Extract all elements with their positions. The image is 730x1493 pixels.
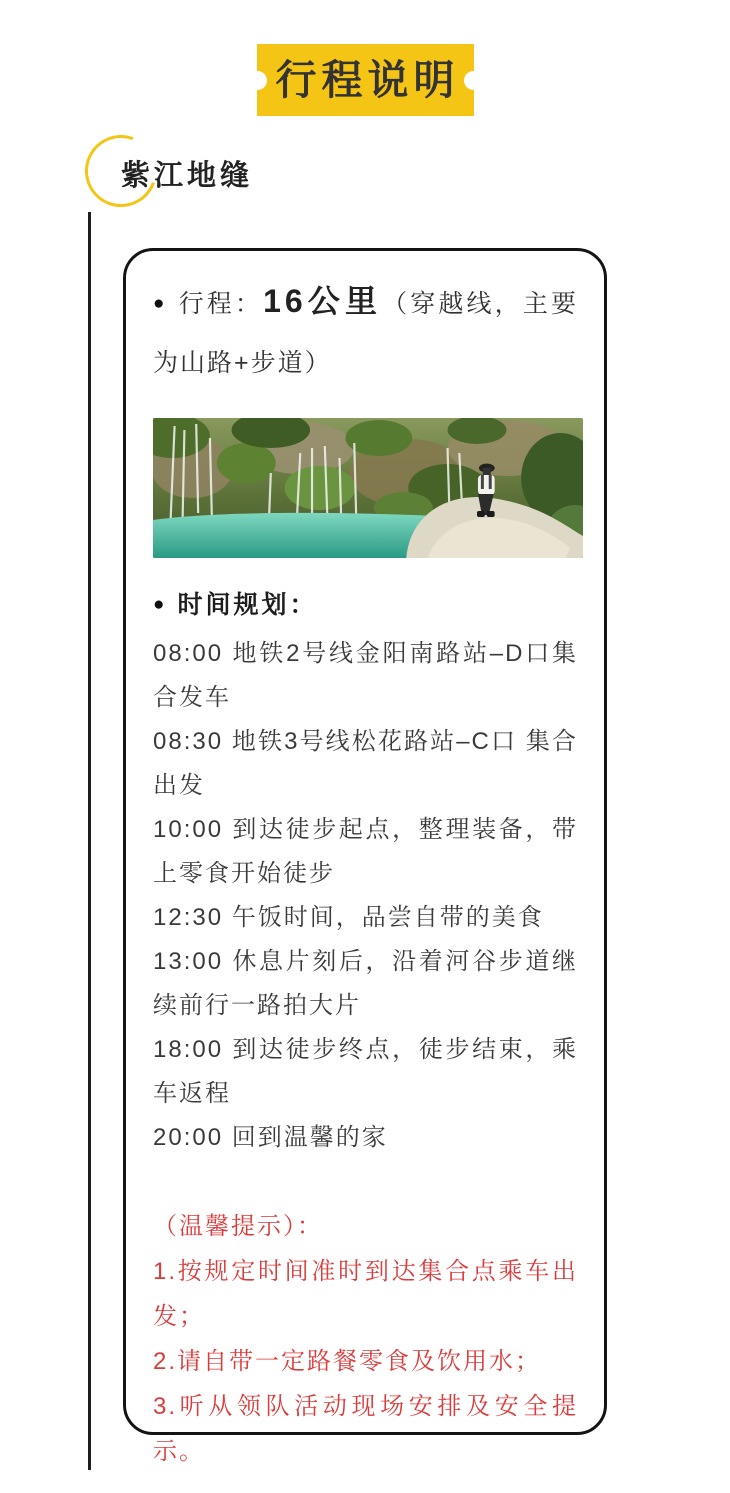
schedule-item: 12:30 午饭时间，品尝自带的美食 [153, 904, 544, 931]
trip-detail: （穿越线，主要为山路+步道） [153, 290, 578, 377]
bullet-icon: ● [153, 293, 166, 314]
schedule-item: 08:30 地铁3号线松花路站–C口 集合出发 [153, 728, 578, 799]
schedule-heading [153, 588, 578, 625]
tip-item: 2.请自带一定路餐零食及饮用水； [153, 1348, 542, 1375]
schedule-item: 20:00 回到温馨的家 [153, 1124, 388, 1151]
schedule-item: 08:00 地铁2号线金阳南路站–D口集合发车 [153, 640, 578, 711]
tips-list [153, 1204, 578, 1474]
itinerary-card [123, 248, 607, 1465]
canyon-waterfall-photo [153, 418, 583, 558]
trip-distance-value: 16公里 [263, 283, 383, 319]
ticket-notch-left-icon [248, 71, 267, 90]
schedule-item: 13:00 休息片刻后，沿着河谷步道继续前行一路拍大片 [153, 948, 578, 1019]
tip-item: 1.按规定时间准时到达集合点乘车出发； [153, 1258, 578, 1330]
schedule-heading-label: 时间规划： [177, 591, 318, 619]
timeline-rule [88, 212, 91, 1470]
schedule-item: 10:00 到达徒步起点，整理装备，带上零食开始徒步 [153, 816, 578, 887]
section-title: 紫江地缝 [121, 160, 254, 192]
tips-heading: （温馨提示）： [153, 1213, 323, 1240]
trip-label: 行程： [178, 290, 264, 318]
photo-illustration [153, 418, 583, 558]
trip-distance-line [153, 273, 578, 392]
schedule-list [153, 632, 578, 1160]
page-title: 行程说明 [275, 56, 460, 103]
tip-item: 3.听从领队活动现场安排及安全提示。 [153, 1393, 578, 1465]
title-badge [257, 44, 474, 116]
ticket-notch-right-icon [464, 71, 483, 90]
schedule-item: 18:00 到达徒步终点，徒步结束，乘车返程 [153, 1036, 578, 1107]
bullet-icon: ● [153, 594, 165, 615]
